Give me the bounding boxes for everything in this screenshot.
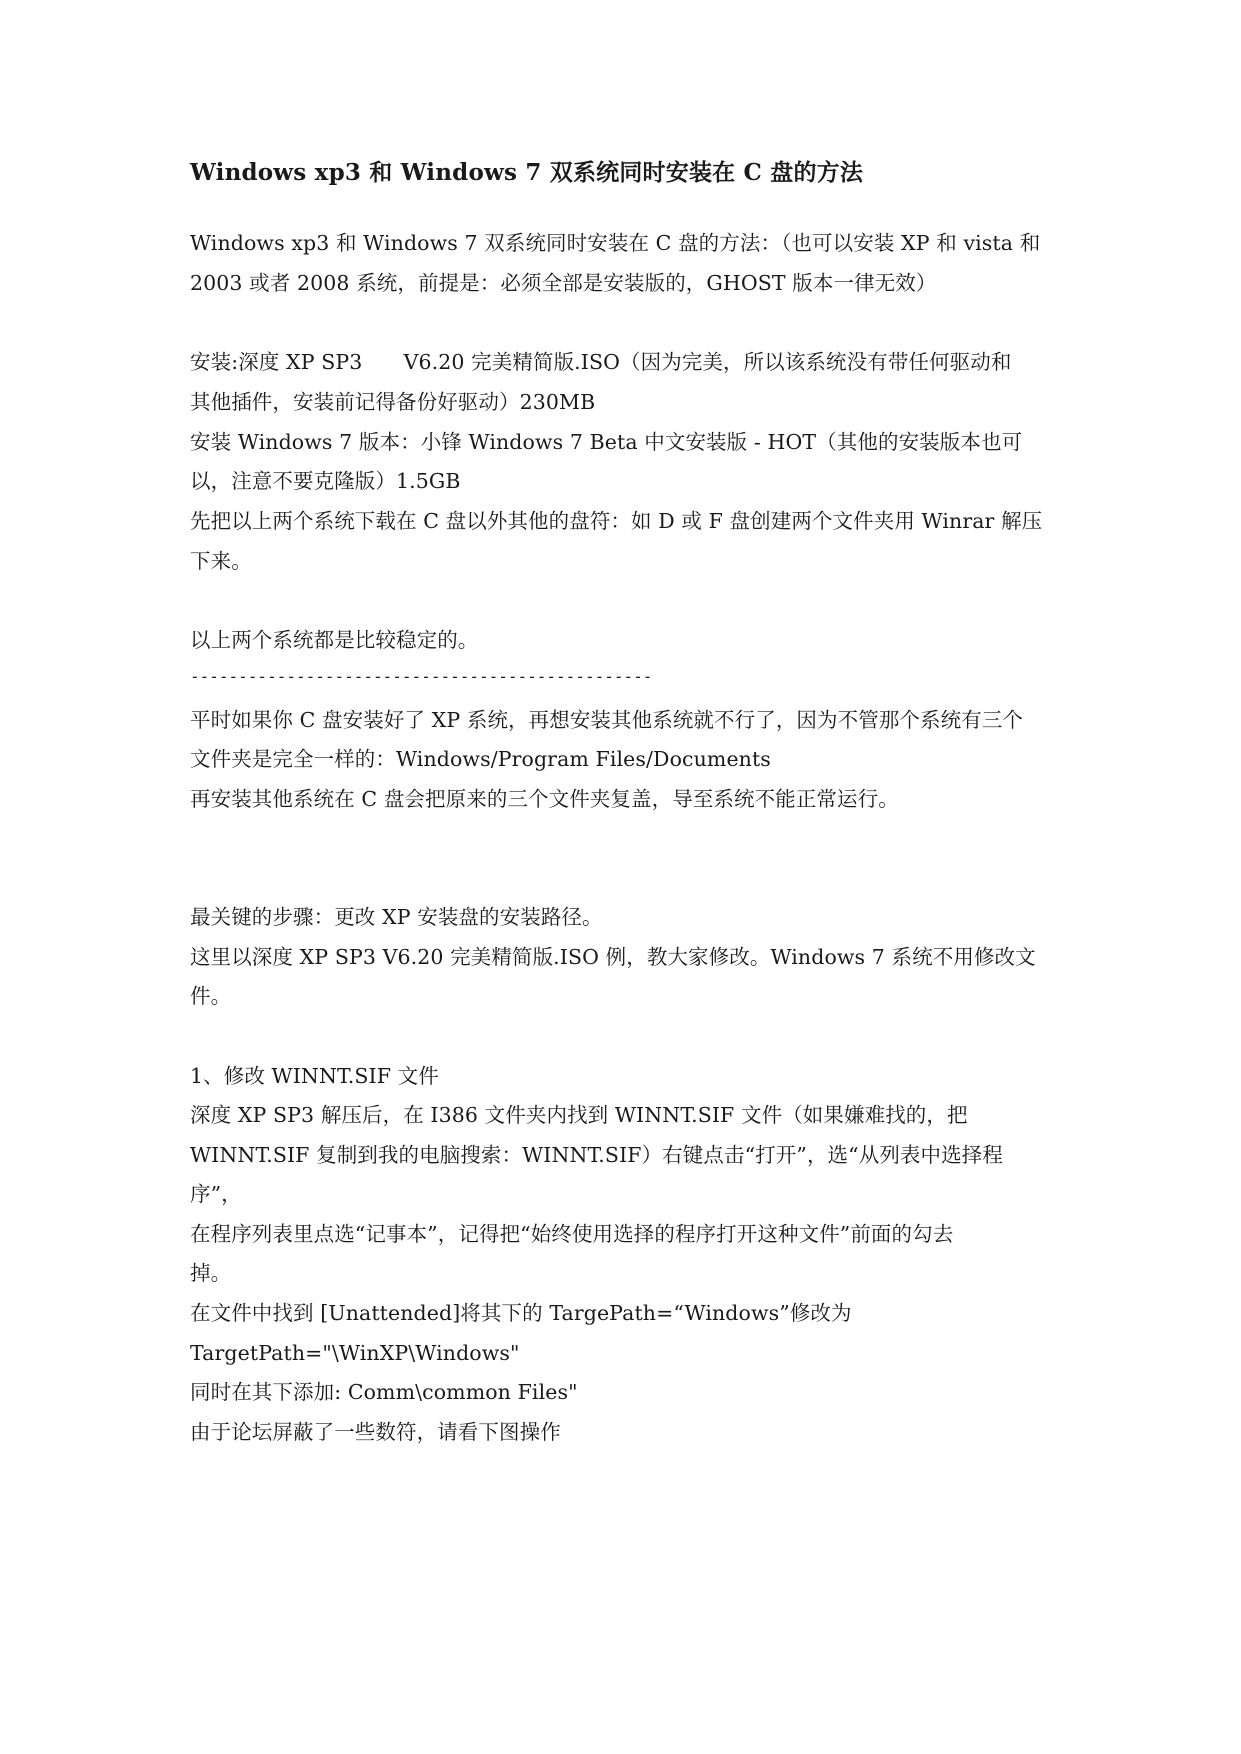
step1-line-6: 掉。 [190,1261,232,1285]
install-line-1: 安装:深度 XP SP3 V6.20 完美精简版.ISO（因为完美，所以该系统没有带任何驱动和 [190,350,1012,374]
key-steps-line-1: 最关键的步骤：更改 XP 安装盘的安装路径。 [190,905,603,929]
step1-heading: 1、修改 WINNT.SIF 文件 [190,1064,439,1088]
install-line-5: 先把以上两个系统下载在 C 盘以外其他的盘符：如 D 或 F 盘创建两个文件夹用 Winrar 解压 [190,509,1043,533]
step1-line-8: TargetPath="\WinXP\Windows" [190,1341,520,1365]
install-line-2: 其他插件，安装前记得备份好驱动）230MB [190,390,596,414]
step1-line-2: 深度 XP SP3 解压后，在 I386 文件夹内找到 WINNT.SIF 文件（如果嫌难找的，把 [190,1103,968,1127]
intro-line-1: Windows xp3 和 Windows 7 双系统同时安装在 C 盘的方法：（也可以安装 XP 和 vista 和 [190,231,1041,255]
install-line-6: 下来。 [190,549,252,573]
step1-line-10: 由于论坛屏蔽了一些数符，请看下图操作 [190,1420,561,1444]
divider-line: ------------------------------------------------ [190,667,653,686]
stable-note: 以上两个系统都是比较稳定的。 [190,628,479,652]
problem-line-1: 平时如果你 C 盘安装好了 XP 系统，再想安装其他系统就不行了，因为不管那个系统有三个 [190,708,1024,732]
step1-line-7: 在文件中找到 [Unattended]将其下的 TargePath=“Windows”修改为 [190,1301,852,1325]
key-steps-line-2: 这里以深度 XP SP3 V6.20 完美精简版.ISO 例，教大家修改。Windows 7 系统不用修改文 [190,945,1036,969]
document-title: Windows xp3 和 Windows 7 双系统同时安装在 C 盘的方法 [190,159,864,186]
key-steps-line-3: 件。 [190,984,232,1008]
install-line-4: 以，注意不要克隆版）1.5GB [190,469,461,493]
step1-line-9: 同时在其下添加: Comm\common Files" [190,1380,578,1404]
install-line-3: 安装 Windows 7 版本：小锋 Windows 7 Beta 中文安装版 - HOT（其他的安装版本也可 [190,430,1023,454]
step1-line-5: 在程序列表里点选“记事本”，记得把“始终使用选择的程序打开这种文件”前面的勾去 [190,1222,954,1246]
problem-line-3: 再安装其他系统在 C 盘会把原来的三个文件夹复盖，导至系统不能正常运行。 [190,787,899,811]
step1-line-4: 序”， [190,1182,242,1206]
intro-line-2: 2003 或者 2008 系统，前提是：必须全部是安装版的，GHOST 版本一律无效） [190,271,937,295]
step1-line-3: WINNT.SIF 复制到我的电脑搜索：WINNT.SIF）右键点击“打开”，选“从列表中选择程 [190,1143,1003,1167]
problem-line-2: 文件夹是完全一样的：Windows/Program Files/Documents [190,747,771,771]
